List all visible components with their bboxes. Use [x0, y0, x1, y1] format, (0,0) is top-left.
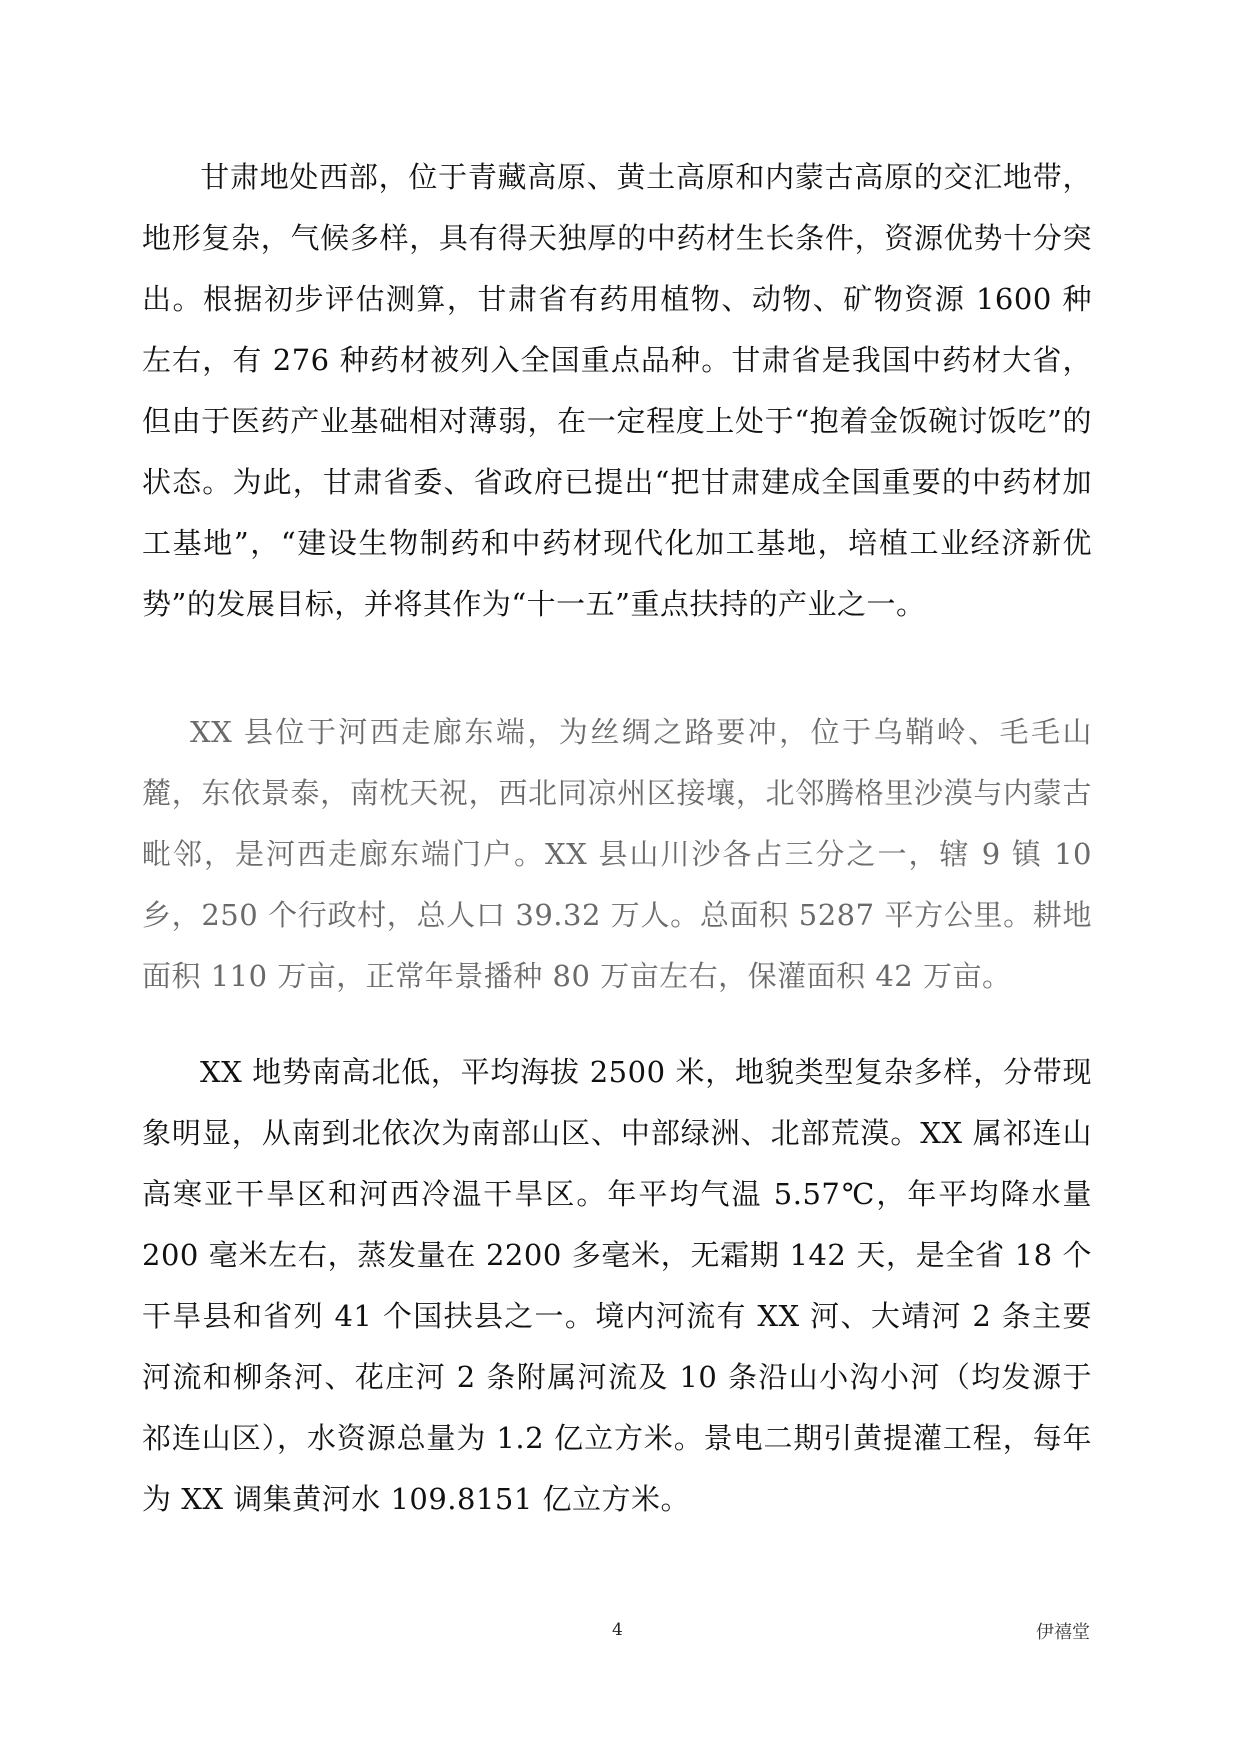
paragraph-text: 甘肃地处西部，位于青藏高原、黄土高原和内蒙古高原的交汇地带，地形复杂，气候多样，具有得天独厚的中药材生长条件，资源优势十分突出。根据初步评估测算，甘肃省有药用植物、动物、矿物资源 1600 种左右，有 276 种药材被列入全国重点品种。甘肃省是我国中药材大省，但由于医药产业基础相对薄弱，在一定程度上处于“抱着金饭碗讨饭吃”的状态。为此，甘肃省委、省政府已提出“把甘肃建成全国重要的中药材加工基地”，“建设生物制药和中药材现代化加工基地，培植工业经济新优势”的发展目标，并将其作为“十一五”重点扶持的产业之一。	[142, 160, 1092, 621]
paragraph-text: XX 地势南高北低，平均海拔 2500 米，地貌类型复杂多样，分带现象明显，从南到北依次为南部山区、中部绿洲、北部荒漠。XX 属祁连山高寒亚干旱区和河西冷温干旱区。年平均气温 5.57℃，年平均降水量 200 毫米左右，蒸发量在 2200 多毫米，无霜期 142 天，是全省 18 个干旱县和省列 41 个国扶县之一。境内河流有 XX 河、大靖河 2 条主要河流和柳条河、花庄河 2 条附属河流及 10 条沿山小沟小河（均发源于祁连山区），水资源总量为 1.2 亿立方米。景电二期引黄提灌工程，每年为 XX 调集黄河水 109.8151 亿立方米。	[142, 1055, 1092, 1516]
paragraph-text: XX 县位于河西走廊东端，为丝绸之路要冲，位于乌鞘岭、毛毛山麓，东依景泰，南枕天祝，西北同凉州区接壤，北邻腾格里沙漠与内蒙古毗邻，是河西走廊东端门户。XX 县山川沙各占三分之一，辖 9 镇 10 乡，250 个行政村，总人口 39.32 万人。总面积 5287 平方公里。耕地面积 110 万亩，正常年景播种 80 万亩左右，保灌面积 42 万亩。	[142, 715, 1092, 993]
paragraph-terrain-climate	[142, 1042, 1092, 1530]
page-number: 4	[612, 1620, 623, 1640]
footer-brand: 伊禧堂	[1036, 1622, 1090, 1643]
paragraph-gansu-overview	[142, 147, 1092, 635]
paragraph-county-location	[142, 702, 1092, 1007]
